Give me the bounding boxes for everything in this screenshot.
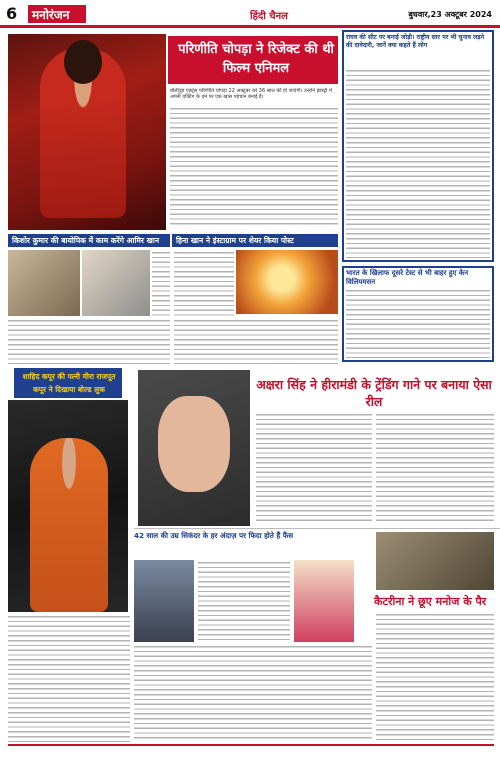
kishore-headline: किशोर कुमार की बायोपिक में काम करेंगे आमिर खान — [12, 236, 160, 245]
sikandar-middle-text — [198, 562, 290, 642]
india-test-body-text — [346, 290, 490, 358]
sikandar-photo-2 — [294, 560, 354, 642]
kishore-photo — [8, 250, 80, 316]
hina-headline: हिना खान ने इंस्टाग्राम पर शेयर किया पोस्ट — [176, 236, 294, 245]
hina-photo — [236, 250, 338, 314]
akshara-body-right — [376, 414, 494, 524]
mira-figure — [30, 438, 108, 612]
parineeti-hair — [64, 40, 102, 84]
aamir-photo — [82, 250, 150, 316]
akshara-photo — [138, 370, 250, 526]
sikandar-headline: 42 साल की उम्र सिकंदर के हर अंदाज़ पर फिदा होते हैं फैंस — [134, 531, 294, 540]
footer-rule — [8, 744, 494, 746]
section-divider — [134, 528, 500, 529]
shahid-body-text — [8, 616, 130, 742]
right-column-headline: राघव की सीट पर बनाई जोड़ी। राष्ट्रीय स्तर पर भी चुनाव लड़ने की दावेदारी, जानें क्या कहते हैं लोग — [346, 34, 485, 49]
paper-name: हिंदी चैनल — [250, 11, 288, 22]
akshara-body-left — [256, 414, 372, 524]
hina-body-text — [174, 320, 338, 364]
kishore-side-text — [152, 252, 170, 316]
section-title: मनोरंजन — [32, 8, 70, 22]
hina-side-text — [174, 252, 234, 316]
page-number: 6 — [6, 4, 18, 23]
katrina-headline: कैटरीना ने छूए मनोज के पैर — [374, 595, 487, 608]
sikandar-body-text — [134, 646, 372, 742]
mira-photo — [8, 400, 128, 612]
parineeti-headline: परिणीति चोपड़ा ने रिजेक्ट की थी फिल्म एनिमल — [178, 42, 334, 76]
parineeti-lead: बॉलीवुड एक्ट्रेस परिणीति चोपड़ा 22 अक्टूबर को 36 साल की हो जाएंगी। उन्होंने इंडस्ट्री में अपनी एक्टिंग के दम पर एक खास पहचान बनाई है। — [170, 88, 333, 100]
akshara-face — [158, 396, 230, 492]
parineeti-photo — [8, 34, 166, 230]
kishore-body-text — [8, 320, 170, 364]
katrina-body-text — [376, 614, 494, 742]
right-column-body-text — [346, 70, 490, 258]
shahid-headline: शाहिद कपूर की पत्नी मीरा राजपूत कपूर ने दिखाया बोल्ड लुक — [22, 372, 116, 394]
parineeti-body-text — [170, 108, 338, 228]
katrina-photo — [376, 532, 494, 590]
akshara-headline: अक्षरा सिंह ने हीरामंडी के ट्रेंडिंग गाने पर बनाया ऐसा रील — [256, 377, 492, 409]
issue-date: बुधवार,23 अक्टूबर 2024 — [408, 10, 492, 19]
india-test-headline: भारत के खिलाफ दूसरे टेस्ट से भी बाहर हुए केन विलियमसन — [346, 269, 469, 286]
sikandar-photo — [134, 560, 194, 642]
